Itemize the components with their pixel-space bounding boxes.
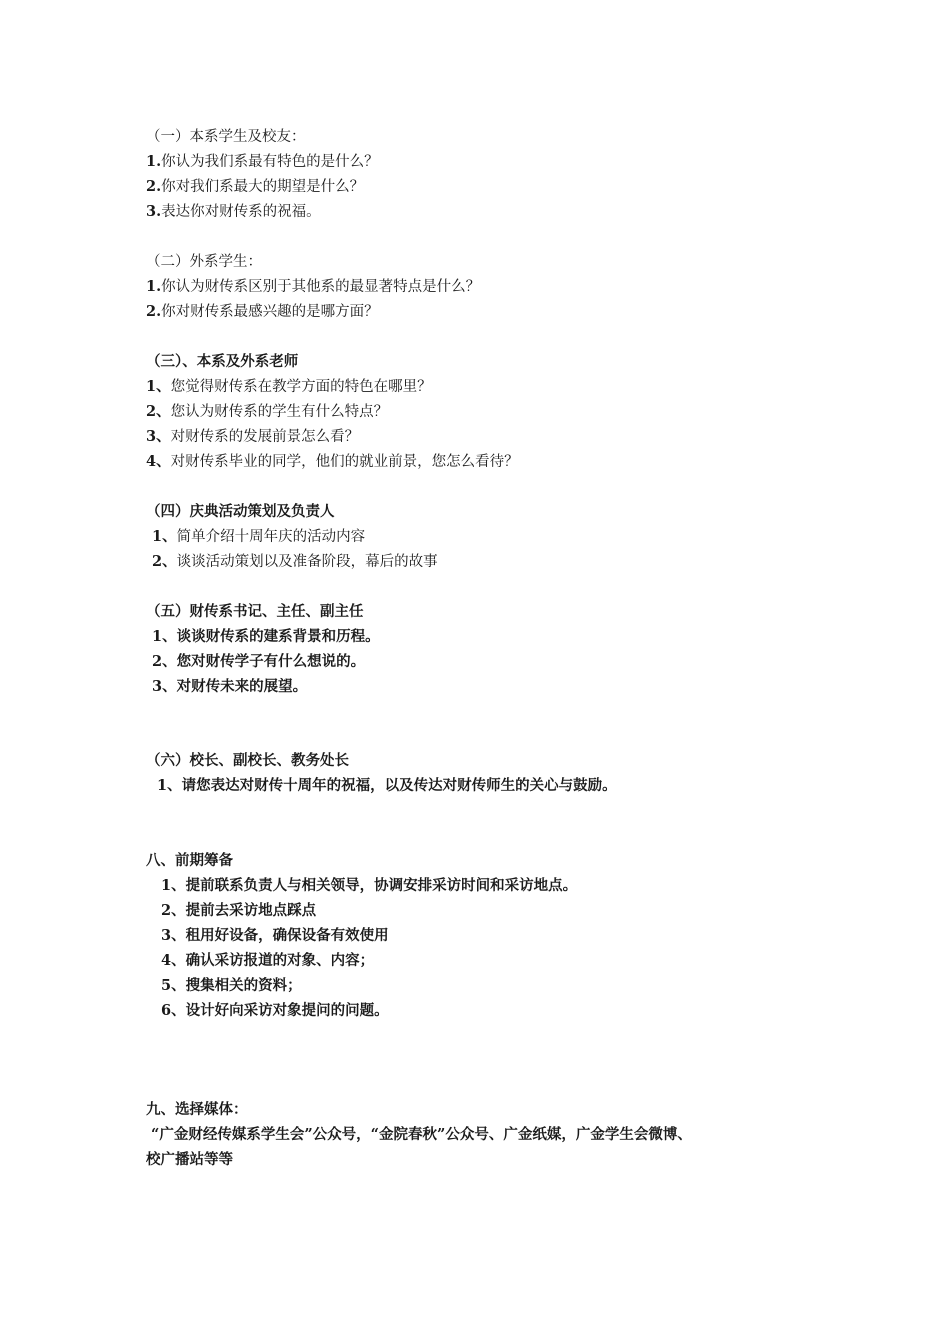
item-text: 确认采访报道的对象、内容； (185, 952, 375, 969)
item-text: 你对我们系最大的期望是什么？ (161, 179, 365, 195)
item-text: 您觉得财传系在教学方面的特色在哪里？ (170, 379, 432, 395)
list-item (146, 177, 364, 197)
item-number: 2、 (146, 403, 171, 420)
item-number: 1、 (157, 777, 182, 794)
section9-media-line: “广金财经传媒系学生会”公众号，“金院春秋”公众号、广金纸媒，广金学生会微博、 (151, 1126, 692, 1143)
list-item (152, 552, 438, 572)
list-item (161, 901, 316, 921)
item-number: 1、 (152, 628, 177, 645)
list-item (152, 627, 380, 647)
item-number: 3、 (161, 927, 186, 944)
item-number: 1、 (146, 378, 171, 395)
item-text: 对财传系毕业的同学，他们的就业前景，您怎么看待？ (170, 454, 519, 470)
item-number: 5、 (161, 977, 186, 994)
item-number: 1. (146, 278, 162, 295)
item-text: 提前联系负责人与相关领导，协调安排采访时间和采访地点。 (185, 877, 578, 894)
list-item (161, 1001, 389, 1021)
item-number: 6、 (161, 1002, 186, 1019)
item-text: 租用好设备，确保设备有效使用 (185, 927, 389, 944)
list-item (146, 402, 388, 422)
list-item (161, 951, 374, 971)
item-text: 您对财传学子有什么想说的。 (176, 653, 366, 670)
list-item (152, 527, 365, 547)
item-number: 2、 (161, 902, 186, 919)
list-item (157, 776, 617, 796)
list-item (161, 926, 389, 946)
list-item (161, 876, 577, 896)
item-number: 3、 (146, 428, 171, 445)
section1-heading: （一）本系学生及校友： (146, 129, 306, 145)
item-number: 1. (146, 153, 162, 170)
list-item (152, 652, 365, 672)
list-item (161, 976, 302, 996)
item-text: 您认为财传系的学生有什么特点？ (170, 404, 389, 420)
item-text: 设计好向采访对象提问的问题。 (185, 1002, 389, 1019)
item-number: 3. (146, 203, 162, 220)
section4-heading: （四）庆典活动策划及负责人 (146, 503, 335, 520)
item-text: 谈谈财传系的建系背景和历程。 (176, 628, 380, 645)
section6-heading: （六）校长、副校长、教务处长 (146, 752, 349, 769)
list-item (146, 277, 480, 297)
item-number: 1、 (152, 528, 177, 545)
list-item (146, 427, 359, 447)
item-number: 1、 (161, 877, 186, 894)
section2-heading: （二）外系学生： (146, 254, 262, 270)
section9-media-line-continued: 校广播站等等 (146, 1151, 233, 1168)
list-item (146, 377, 432, 397)
item-number: 2. (146, 178, 162, 195)
item-number: 3、 (152, 678, 177, 695)
item-number: 4、 (161, 952, 186, 969)
item-text: 对财传系的发展前景怎么看？ (170, 429, 360, 445)
item-text: 搜集相关的资料； (185, 977, 302, 994)
item-text: 简单介绍十周年庆的活动内容 (176, 529, 366, 545)
item-text: 请您表达对财传十周年的祝福，以及传达对财传师生的关心与鼓励。 (181, 777, 617, 794)
item-text: 谈谈活动策划以及准备阶段，幕后的故事 (176, 554, 438, 570)
item-text: 你对财传系最感兴趣的是哪方面？ (161, 304, 379, 320)
item-text: 你认为财传系区别于其他系的最显著特点是什么？ (161, 279, 481, 295)
item-text: 表达你对财传系的祝福。 (161, 204, 321, 220)
list-item (146, 302, 379, 322)
item-number: 2. (146, 303, 162, 320)
list-item (146, 202, 321, 222)
section9-heading: 九、选择媒体： (146, 1101, 248, 1118)
item-text: 对财传未来的展望。 (176, 678, 308, 695)
item-number: 2、 (152, 553, 177, 570)
item-number: 2、 (152, 653, 177, 670)
list-item (146, 152, 379, 172)
section3-heading: （三）、本系及外系老师 (146, 353, 299, 370)
section5-heading: （五）财传系书记、主任、副主任 (146, 603, 364, 620)
item-text: 提前去采访地点踩点 (185, 902, 317, 919)
list-item (146, 452, 519, 472)
item-number: 4、 (146, 453, 171, 470)
item-text: 你认为我们系最有特色的是什么？ (161, 154, 379, 170)
list-item (152, 677, 307, 697)
section8-heading: 八、前期筹备 (146, 852, 233, 869)
